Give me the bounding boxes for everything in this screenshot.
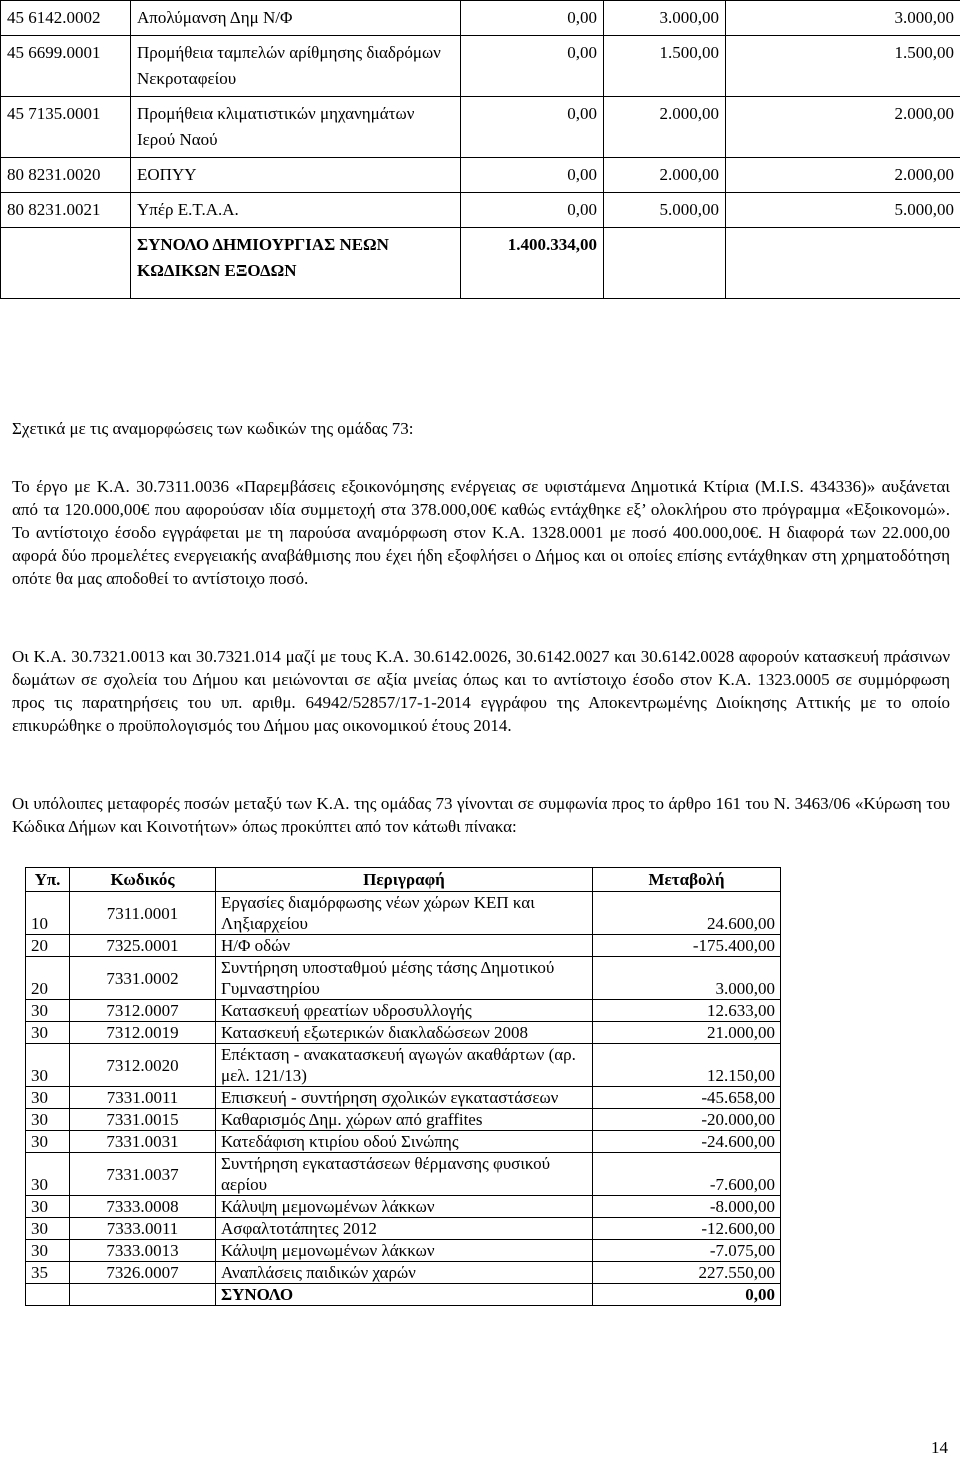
description-cell: Απολύμανση Δημ Ν/Φ — [131, 1, 461, 36]
description-cell: Συντήρηση εγκαταστάσεων θέρμανσης φυσικού αερίου — [216, 1153, 593, 1196]
description-cell: Επισκευή - συντήρηση σχολικών εγκαταστάσεων — [216, 1087, 593, 1109]
yp-cell: 30 — [26, 1153, 70, 1196]
value-cell: 0,00 — [461, 36, 604, 97]
change-cell: -7.075,00 — [593, 1240, 781, 1262]
yp-cell: 20 — [26, 935, 70, 957]
value-cell: 0,00 — [461, 193, 604, 228]
empty-cell — [726, 228, 960, 299]
total-label: ΣΥΝΟΛΟ — [216, 1284, 593, 1306]
yp-cell: 30 — [26, 1109, 70, 1131]
total-row — [26, 1284, 781, 1306]
table-row — [26, 1262, 781, 1284]
empty-cell — [1, 228, 131, 299]
table-row — [1, 193, 960, 228]
value-cell: 1.500,00 — [604, 36, 726, 97]
change-cell: 12.150,00 — [593, 1044, 781, 1087]
value-cell: 3.000,00 — [726, 1, 960, 36]
value-cell: 5.000,00 — [604, 193, 726, 228]
header-code: Κωδικός — [70, 868, 216, 892]
code-cell: 7325.0001 — [70, 935, 216, 957]
table-row — [26, 1000, 781, 1022]
change-cell: 21.000,00 — [593, 1022, 781, 1044]
description-cell: ΕΟΠΥΥ — [131, 158, 461, 193]
table-row — [26, 1022, 781, 1044]
table-row — [26, 935, 781, 957]
table-row — [26, 1044, 781, 1087]
change-cell: 12.633,00 — [593, 1000, 781, 1022]
code-cell: 7331.0031 — [70, 1131, 216, 1153]
change-cell: -24.600,00 — [593, 1131, 781, 1153]
description-cell: Καθαρισμός Δημ. χώρων από graffites — [216, 1109, 593, 1131]
paragraph-transfers: Οι υπόλοιπες μεταφορές ποσών μεταξύ των Κ.Α. της ομάδας 73 γίνονται σε συμφωνία προς το άρθρο 161 του Ν. 3463/06 «Κύρωση του Κώδικα Δήμων και Κοινοτήτων» όπως προκύπτει από τον κάτωθι πίνακα: — [12, 794, 950, 836]
transfer-table — [25, 867, 781, 1306]
yp-cell: 10 — [26, 892, 70, 935]
code-cell: 7312.0020 — [70, 1044, 216, 1087]
table-row — [26, 1218, 781, 1240]
description-cell: Συντήρηση υποσταθμού μέσης τάσης Δημοτικού Γυμναστηρίου — [216, 957, 593, 1000]
description-cell: Κάλυψη μεμονωμένων λάκκων — [216, 1196, 593, 1218]
code-cell: 7331.0002 — [70, 957, 216, 1000]
value-cell: 2.000,00 — [604, 97, 726, 158]
total-value: 0,00 — [593, 1284, 781, 1306]
value-cell: 2.000,00 — [604, 158, 726, 193]
header-change: Μεταβολή — [593, 868, 781, 892]
table-row — [26, 1196, 781, 1218]
empty-cell — [604, 228, 726, 299]
change-cell: -8.000,00 — [593, 1196, 781, 1218]
total-label: ΣΥΝΟΛΟ ΔΗΜΙΟΥΡΓΙΑΣ ΝΕΩΝ ΚΩΔΙΚΩΝ ΕΞΟΔΩΝ — [131, 228, 461, 299]
yp-cell: 30 — [26, 1044, 70, 1087]
table-row — [1, 97, 960, 158]
code-cell: 7326.0007 — [70, 1262, 216, 1284]
code-cell: 7312.0007 — [70, 1000, 216, 1022]
yp-cell: 30 — [26, 1000, 70, 1022]
change-cell: -45.658,00 — [593, 1087, 781, 1109]
table-row — [26, 1087, 781, 1109]
header-description: Περιγραφή — [216, 868, 593, 892]
table-row — [26, 1240, 781, 1262]
table-row — [26, 1109, 781, 1131]
yp-cell: 30 — [26, 1196, 70, 1218]
code-cell: 80 8231.0020 — [1, 158, 131, 193]
description-cell: Κατασκευή φρεατίων υδροσυλλογής — [216, 1000, 593, 1022]
change-cell: -12.600,00 — [593, 1218, 781, 1240]
page-number: 14 — [931, 1438, 948, 1457]
header-yp: Υπ. — [26, 868, 70, 892]
code-cell: 7333.0008 — [70, 1196, 216, 1218]
code-cell: 45 6142.0002 — [1, 1, 131, 36]
description-cell: Επέκταση - ανακατασκευή αγωγών ακαθάρτων (αρ. μελ. 121/13) — [216, 1044, 593, 1087]
change-cell: -175.400,00 — [593, 935, 781, 957]
value-cell: 3.000,00 — [604, 1, 726, 36]
description-cell: Κατασκευή εξωτερικών διακλαδώσεων 2008 — [216, 1022, 593, 1044]
change-cell: 3.000,00 — [593, 957, 781, 1000]
yp-cell: 20 — [26, 957, 70, 1000]
value-cell: 2.000,00 — [726, 97, 960, 158]
code-cell: 7333.0013 — [70, 1240, 216, 1262]
table-row — [26, 957, 781, 1000]
code-cell: 45 7135.0001 — [1, 97, 131, 158]
code-cell: 7333.0011 — [70, 1218, 216, 1240]
table-row — [1, 36, 960, 97]
table-row — [1, 1, 960, 36]
code-cell: 45 6699.0001 — [1, 36, 131, 97]
empty-cell — [26, 1284, 70, 1306]
change-cell: 24.600,00 — [593, 892, 781, 935]
code-cell: 7311.0001 — [70, 892, 216, 935]
budget-table — [0, 0, 960, 299]
change-cell: -20.000,00 — [593, 1109, 781, 1131]
yp-cell: 30 — [26, 1131, 70, 1153]
code-cell: 7331.0037 — [70, 1153, 216, 1196]
value-cell: 0,00 — [461, 158, 604, 193]
yp-cell: 30 — [26, 1022, 70, 1044]
table-row — [26, 892, 781, 935]
empty-cell — [70, 1284, 216, 1306]
description-cell: Ασφαλτοτάπητες 2012 — [216, 1218, 593, 1240]
section-heading: Σχετικά με τις αναμορφώσεις των κωδικών της ομάδας 73: — [12, 419, 414, 438]
value-cell: 1.500,00 — [726, 36, 960, 97]
change-cell: -7.600,00 — [593, 1153, 781, 1196]
code-cell: 7312.0019 — [70, 1022, 216, 1044]
paragraph-green-roofs: Οι Κ.Α. 30.7321.0013 και 30.7321.014 μαζί με τους Κ.Α. 30.6142.0026, 30.6142.0027 και 30.6142.0028 αφορούν κατασκευή πράσινων δωμάτων σε σχολεία του Δήμου και μειώνονται σε αξία μνείας όπως και το αντίστοιχο έσοδο στον Κ.Α. 1323.0005 σε συμμόρφωση προς τις παρατηρήσεις του υπ. αριθμ. 64942/52857/17-1-2014 εγγράφου της Αποκεντρωμένης Διοίκησης Αττικής με το οποίο επικυρώθηκε ο προϋπολογισμός του Δήμου μας οικονομικού έτους 2014. — [12, 647, 950, 735]
description-cell: Κατεδάφιση κτιρίου οδού Σινώπης — [216, 1131, 593, 1153]
description-cell: Η/Φ οδών — [216, 935, 593, 957]
description-cell: Κάλυψη μεμονωμένων λάκκων — [216, 1240, 593, 1262]
value-cell: 2.000,00 — [726, 158, 960, 193]
description-cell: Αναπλάσεις παιδικών χαρών — [216, 1262, 593, 1284]
total-row — [1, 228, 960, 299]
paragraph-energy-project: Το έργο με Κ.Α. 30.7311.0036 «Παρεμβάσεις εξοικονόμησης ενέργειας σε υφιστάμενα Δημοτικά Κτίρια (M.I.S. 434336)» αυξάνεται από τα 120.000,00€ που αφορούσαν ιδία συμμετοχή στα 378.000,00€ καθώς εντάχθηκε εξ’ ολοκλήρου στο πρόγραμμα «Εξοικονομώ». Το αντίστοιχο έσοδο εγγράφεται με τη παρούσα αναμόρφωση στον Κ.Α. 1328.0001 με ποσό 400.000,00€. Η διαφορά των 22.000,00 αφορά δύο προμελέτες ενεργειακής αναβάθμισης που έχει ήδη εξοφλήσει ο Δήμος και οι οποίες επίσης εντάχθηκαν στη χρηματοδότηση οπότε θα μας αποδοθεί το αντίστοιχο ποσό. — [12, 477, 950, 588]
value-cell: 0,00 — [461, 97, 604, 158]
yp-cell: 30 — [26, 1218, 70, 1240]
code-cell: 7331.0015 — [70, 1109, 216, 1131]
description-cell: Προμήθεια κλιματιστικών μηχανημάτων Ιερού Ναού — [131, 97, 461, 158]
transfer-table-header — [26, 868, 781, 892]
description-cell: Προμήθεια ταμπελών αρίθμησης διαδρόμων Νεκροταφείου — [131, 36, 461, 97]
table-row — [26, 1153, 781, 1196]
table-row — [1, 158, 960, 193]
value-cell: 5.000,00 — [726, 193, 960, 228]
yp-cell: 35 — [26, 1262, 70, 1284]
code-cell: 80 8231.0021 — [1, 193, 131, 228]
yp-cell: 30 — [26, 1087, 70, 1109]
description-cell: Υπέρ Ε.Τ.Α.Α. — [131, 193, 461, 228]
description-cell: Εργασίες διαμόρφωσης νέων χώρων ΚΕΠ και Ληξιαρχείου — [216, 892, 593, 935]
change-cell: 227.550,00 — [593, 1262, 781, 1284]
value-cell: 0,00 — [461, 1, 604, 36]
code-cell: 7331.0011 — [70, 1087, 216, 1109]
table-row — [26, 1131, 781, 1153]
total-value: 1.400.334,00 — [461, 228, 604, 299]
yp-cell: 30 — [26, 1240, 70, 1262]
